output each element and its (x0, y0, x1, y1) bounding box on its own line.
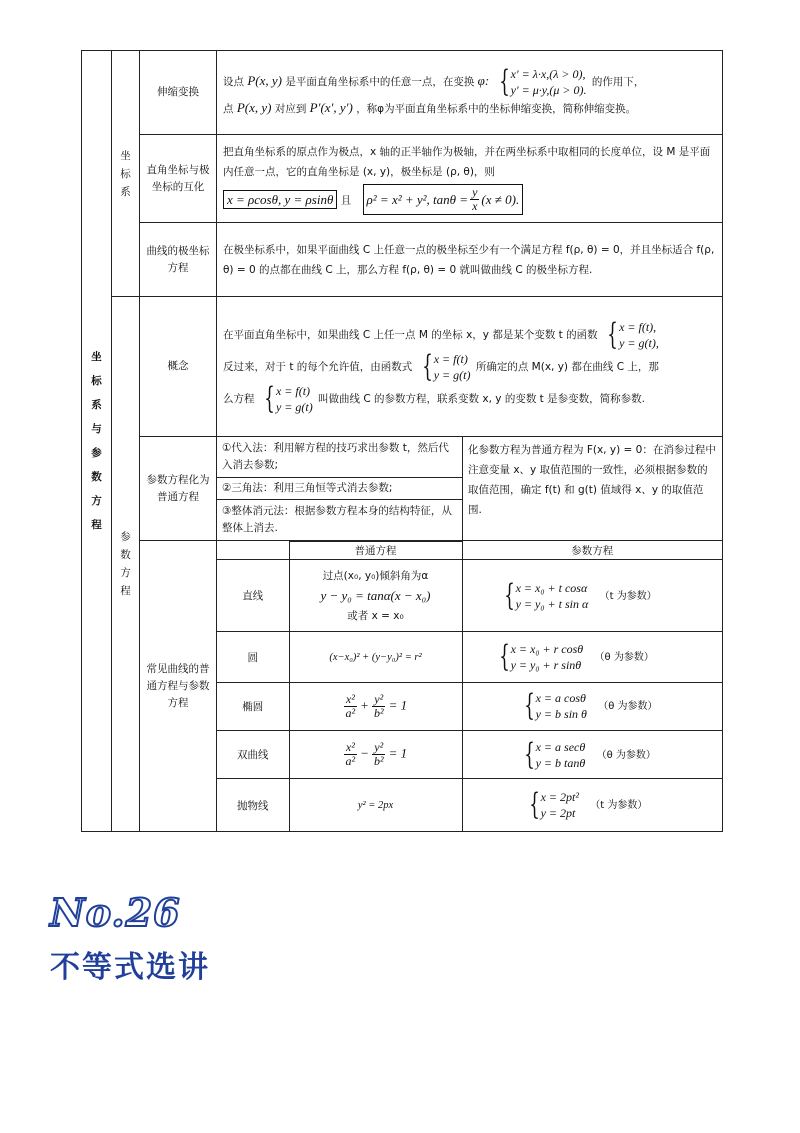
topic-concept: 概念 (140, 297, 217, 437)
text: 设点 (223, 76, 244, 88)
math: = 1 (388, 697, 408, 713)
section-coordinate-label (120, 147, 131, 201)
text: 把直角坐标系的原点作为极点，x 轴的正半轴作为极轴，并在两坐标系中取相同的长度单位，设 M 是平面内任意一点，它的直角坐标是 (x, y)，极坐标是 (ρ, θ)，则 (223, 146, 711, 178)
math: y′ = μ·y,(μ > 0). (510, 83, 587, 97)
math: + (360, 697, 369, 713)
main-category-cell (82, 51, 112, 832)
vertical-char: 程 (91, 519, 102, 531)
curve-line-normal (289, 560, 462, 632)
curve-hyperbola-param: { x = a secθ y = b tanθ （θ 为参数） (462, 730, 722, 778)
text: 么方程 (223, 392, 255, 405)
math: x = x₀ + r cosθ (510, 642, 584, 657)
math: x (472, 199, 478, 213)
math: x = f(t) (433, 351, 468, 366)
section-parametric-label (120, 528, 131, 600)
vertical-char: 标 (120, 167, 131, 180)
math: y − y₀ = tanα(x − x₀) (320, 587, 431, 603)
to-normal-note: 化参数方程为普通方程为 F(x, y) = 0：在消参过程中注意变量 x、y 取值范围的一致性，必须根据参数的取值范围，确定 f(t) 和 g(t) 值域得 x、y 的取值范围. (468, 444, 716, 516)
conversion-body (217, 135, 723, 223)
common-curves-body (217, 541, 723, 832)
topic-polar: 曲线的极坐标方程 (140, 223, 217, 297)
curve-line-name: 直线 (217, 560, 289, 632)
math: a² (345, 754, 356, 769)
topic-common-curves: 常见曲线的普通方程与参数方程 (140, 541, 217, 832)
text: ，称φ为平面直角坐标系中的坐标伸缩变换，简称伸缩变换。 (356, 103, 637, 115)
vertical-char: 坐 (91, 351, 102, 363)
main-category-label (91, 345, 102, 537)
scaling-system: { x′ = λ·x,(λ > 0), y′ = μ·y,(μ > 0). (498, 64, 587, 99)
curve-ellipse-normal (289, 682, 462, 730)
math: x² (345, 740, 355, 755)
curve-circle-name: 圆 (217, 632, 289, 682)
method-whole: ③整体消元法：根据参数方程本身的结构特征，从整体上消去. (222, 505, 452, 534)
curve-circle-normal: (x−x₀)² + (y−y₀)² = r² (289, 632, 462, 682)
math: = 1 (388, 745, 408, 761)
math: a² (345, 705, 356, 720)
param-note: （t 为参数） (590, 800, 648, 812)
math: φ: (477, 73, 490, 88)
vertical-char: 参 (91, 447, 102, 459)
param-note: （θ 为参数） (598, 701, 658, 713)
vertical-char: 方 (91, 495, 102, 507)
vertical-char: 参 (120, 531, 131, 543)
math: y = b sin θ (535, 707, 587, 722)
header-param: 参数方程 (462, 542, 722, 560)
math: y = g(t) (275, 399, 313, 414)
math: y = y₀ + r sinθ (510, 658, 582, 673)
math: P′(x′, y′) (309, 100, 353, 115)
param-note: （θ 为参数） (596, 749, 656, 761)
vertical-char: 系 (91, 399, 102, 411)
curve-ellipse-name: 椭圆 (217, 682, 289, 730)
math: x = a cosθ (535, 691, 586, 706)
vertical-char: 坐 (120, 149, 131, 162)
vertical-char: 与 (91, 423, 102, 435)
math: y = g(t), (619, 335, 659, 350)
math: x = f(t) (275, 383, 311, 398)
curve-circle-param: { x = x₀ + r cosθ y = y₀ + r sinθ （θ 为参数） (462, 632, 722, 682)
curve-hyperbola-normal (289, 730, 462, 778)
vertical-char: 标 (91, 375, 102, 387)
math: x² (345, 691, 355, 706)
text: 或者 x = x₀ (347, 609, 404, 622)
math: b² (373, 754, 384, 769)
vertical-char: 系 (120, 185, 131, 198)
method-substitution: ①代入法：利用解方程的技巧求出参数 t，然后代入消去参数; (217, 437, 462, 478)
math: P(x, y) (236, 100, 272, 115)
text: 点 (223, 103, 234, 115)
math: y (472, 185, 478, 199)
math: ρ² = x² + y², tanθ = (366, 191, 469, 207)
topic-to-normal: 参数方程化为普通方程 (140, 437, 217, 541)
section-title: 不等式选讲 (50, 950, 210, 985)
topic-scaling: 伸缩变换 (140, 51, 217, 135)
method-trig: ②三角法：利用三角恒等式消去参数; (217, 478, 462, 500)
vertical-char: 程 (120, 585, 131, 597)
text: 且 (340, 194, 352, 207)
math: x = 2pt² (540, 790, 579, 805)
param-note: （θ 为参数） (594, 652, 654, 664)
math: x = ρcosθ, y = ρsinθ (223, 190, 337, 209)
math: y = 2pt (540, 806, 576, 821)
summary-table (81, 50, 723, 832)
math: y² (374, 691, 384, 706)
curve-parabola-param: { x = 2pt² y = 2pt （t 为参数） (462, 779, 722, 831)
vertical-char: 数 (91, 471, 102, 483)
curve-ellipse-param: { x = a cosθ y = b sin θ （θ 为参数） (462, 682, 722, 730)
text: 过点(x₀, y₀)倾斜角为α (322, 569, 429, 582)
vertical-char: 数 (120, 549, 131, 561)
section-parametric-cell (112, 297, 140, 832)
text: 反过来，对于 t 的每个允许值，由函数式 (223, 360, 413, 373)
math: y² (374, 740, 384, 755)
text: 是平面直角坐标系中的任意一点，在变换 (285, 76, 475, 88)
math: b² (373, 705, 384, 720)
math: x = x₀ + t cosα (515, 580, 588, 595)
header-normal: 普通方程 (289, 542, 462, 560)
text: 对应到 (274, 103, 307, 115)
curve-line-param: { x = x₀ + t cosα y = y₀ + t sin α （t 为参数） (462, 560, 722, 632)
text: 在平面直角坐标中，如果曲线 C 上任一点 M 的坐标 x，y 都是某个变数 t 的函数 (223, 328, 598, 341)
concept-body: 在平面直角坐标中，如果曲线 C 上任一点 M 的坐标 x，y 都是某个变数 t 的函数 { x = f(t), y = g(t), 反过来，对于 t 的每个允许值，由函数式 { x = f(t) y = g(t) 所确定的点 M(x, y) 都在曲线 C 上，那 么方程 { x = f(t) y = g(t) 叫做曲线 C 的参数方程，联系变数 x, y 的变数 t 是参变数，简称参数. (217, 297, 723, 437)
math: x = f(t), (619, 319, 657, 334)
math: y = g(t) (433, 367, 471, 382)
to-normal-body (217, 437, 723, 541)
vertical-char: 方 (120, 567, 131, 579)
scaling-body (217, 51, 723, 135)
math: − (360, 745, 369, 761)
curve-parabola-name: 抛物线 (217, 779, 289, 831)
math: x = a secθ (535, 739, 586, 754)
section-number: No.26 (50, 890, 181, 935)
section-coordinate-cell (112, 51, 140, 297)
math: y = y₀ + t sin α (515, 596, 589, 611)
math: x′ = λ·x,(λ > 0), (510, 67, 586, 81)
text: 叫做曲线 C 的参数方程，联系变数 x, y 的变数 t 是参变数，简称参数. (318, 392, 645, 405)
math: P(x, y) (247, 73, 282, 88)
curve-parabola-normal: y² = 2px (289, 779, 462, 831)
topic-conversion: 直角坐标与极坐标的互化 (140, 135, 217, 223)
polar-body: 在极坐标系中，如果平面曲线 C 上任意一点的极坐标至少有一个满足方程 f(ρ, θ) = 0，并且坐标适合 f(ρ, θ) = 0 的点都在曲线 C 上，那么方程 f(ρ, θ) = 0 就叫做曲线 C 的极坐标方程. (217, 223, 723, 297)
text: 所确定的点 M(x, y) 都在曲线 C 上，那 (475, 360, 659, 373)
curve-hyperbola-name: 双曲线 (217, 730, 289, 778)
math: y = b tanθ (535, 755, 586, 770)
math: (x ≠ 0). (481, 191, 520, 207)
param-note: （t 为参数） (599, 590, 657, 602)
text: 的作用下， (591, 76, 645, 88)
